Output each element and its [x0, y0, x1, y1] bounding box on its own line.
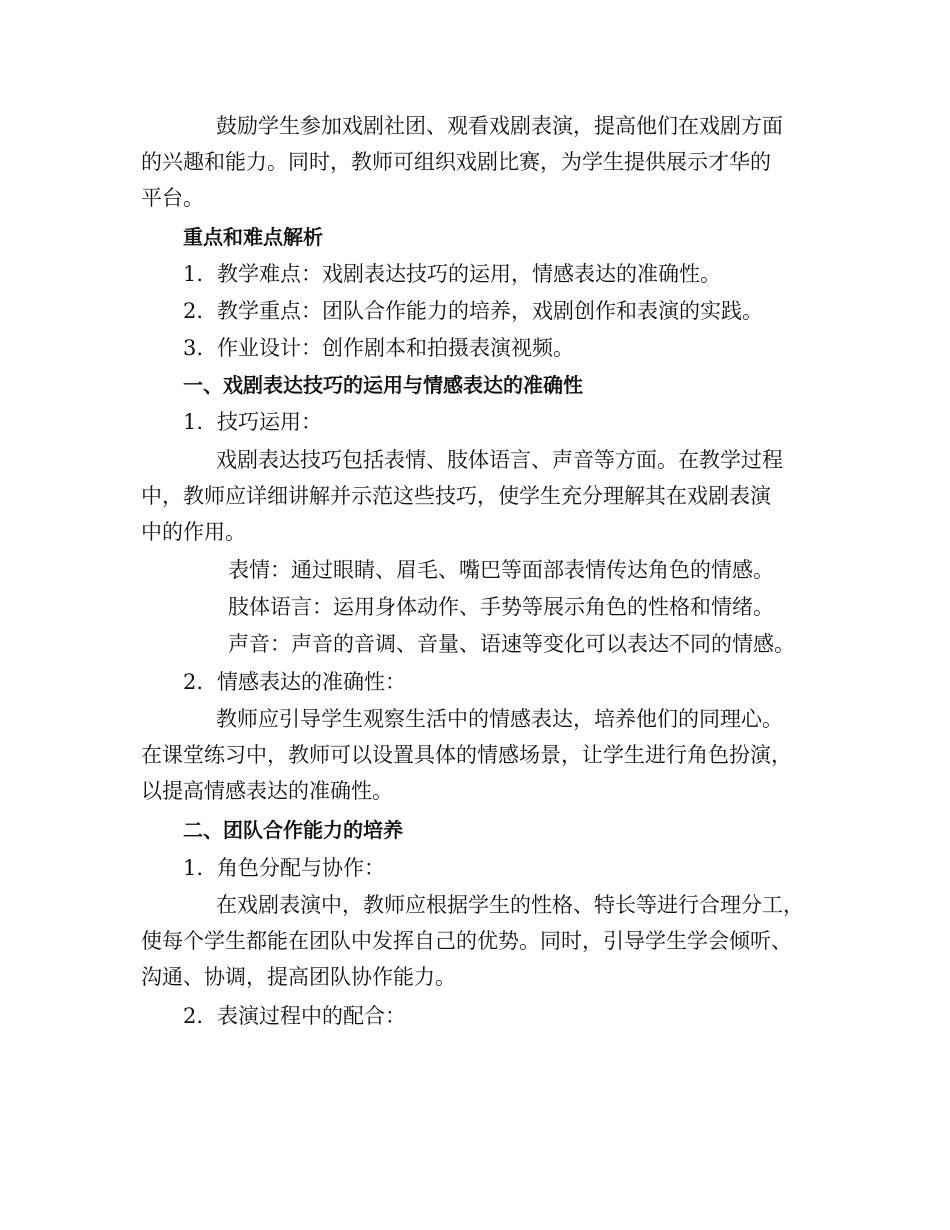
section-2-para-1-line-2: 使每个学生都能在团队中发挥自己的优势。同时，引导学生学会倾听、 [141, 929, 792, 953]
section-1-heading: 一、戏剧表达技巧的运用与情感表达的准确性 [183, 373, 583, 397]
list-text: 作业设计：创作剧本和拍摄表演视频。 [217, 336, 574, 360]
key-item-1 [183, 262, 721, 286]
intro-line-2: 的兴趣和能力。同时，教师可组织戏剧比赛，为学生提供展示才华的 [141, 150, 771, 174]
list-text: 技巧运用： [217, 410, 322, 434]
list-number: 2. [183, 670, 204, 694]
section-2-para-1-line-1: 在戏剧表演中，教师应根据学生的性格、特长等进行合理分工， [216, 893, 804, 917]
section-2-heading: 二、团队合作能力的培养 [183, 818, 403, 842]
section-2-para-1-line-3: 沟通、协调，提高团队协作能力。 [141, 965, 456, 989]
list-number: 2. [183, 299, 204, 323]
section-1-item-2 [183, 670, 406, 694]
technique-voice: 声音：声音的音调、音量、语速等变化可以表达不同的情感。 [228, 632, 795, 656]
section-1-para-1-line-3: 中的作用。 [141, 520, 246, 544]
intro-line-3: 平台。 [141, 186, 204, 210]
technique-body-language: 肢体语言：运用身体动作、手势等展示角色的性格和情绪。 [228, 595, 774, 619]
key-item-3 [183, 336, 574, 360]
technique-expression: 表情：通过眼睛、眉毛、嘴巴等面部表情传达角色的情感。 [228, 558, 774, 582]
key-item-2 [183, 299, 763, 323]
list-number: 1. [183, 856, 204, 880]
section-1-para-1-line-2: 中，教师应详细讲解并示范这些技巧，使学生充分理解其在戏剧表演 [141, 484, 771, 508]
list-text: 情感表达的准确性： [217, 670, 406, 694]
list-number: 3. [183, 336, 204, 360]
list-text: 教学难点：戏剧表达技巧的运用，情感表达的准确性。 [217, 262, 721, 286]
list-number: 1. [183, 262, 204, 286]
section-1-para-2-line-3: 以提高情感表达的准确性。 [141, 779, 393, 803]
section-1-para-1-line-1: 戏剧表达技巧包括表情、肢体语言、声音等方面。在教学过程 [216, 448, 783, 472]
section-2-item-2 [183, 1004, 406, 1028]
section-1-para-2-line-1: 教师应引导学生观察生活中的情感表达，培养他们的同理心。 [216, 707, 783, 731]
key-points-heading: 重点和难点解析 [183, 225, 323, 249]
intro-line-1: 鼓励学生参加戏剧社团、观看戏剧表演，提高他们在戏剧方面 [216, 114, 783, 138]
section-2-item-1 [183, 856, 385, 880]
list-number: 1. [183, 410, 204, 434]
list-text: 角色分配与协作： [217, 856, 385, 880]
list-text: 教学重点：团队合作能力的培养，戏剧创作和表演的实践。 [217, 299, 763, 323]
list-number: 2. [183, 1004, 204, 1028]
list-text: 表演过程中的配合： [217, 1004, 406, 1028]
section-1-para-2-line-2: 在课堂练习中，教师可以设置具体的情感场景，让学生进行角色扮演， [141, 743, 792, 767]
section-1-item-1 [183, 410, 322, 434]
